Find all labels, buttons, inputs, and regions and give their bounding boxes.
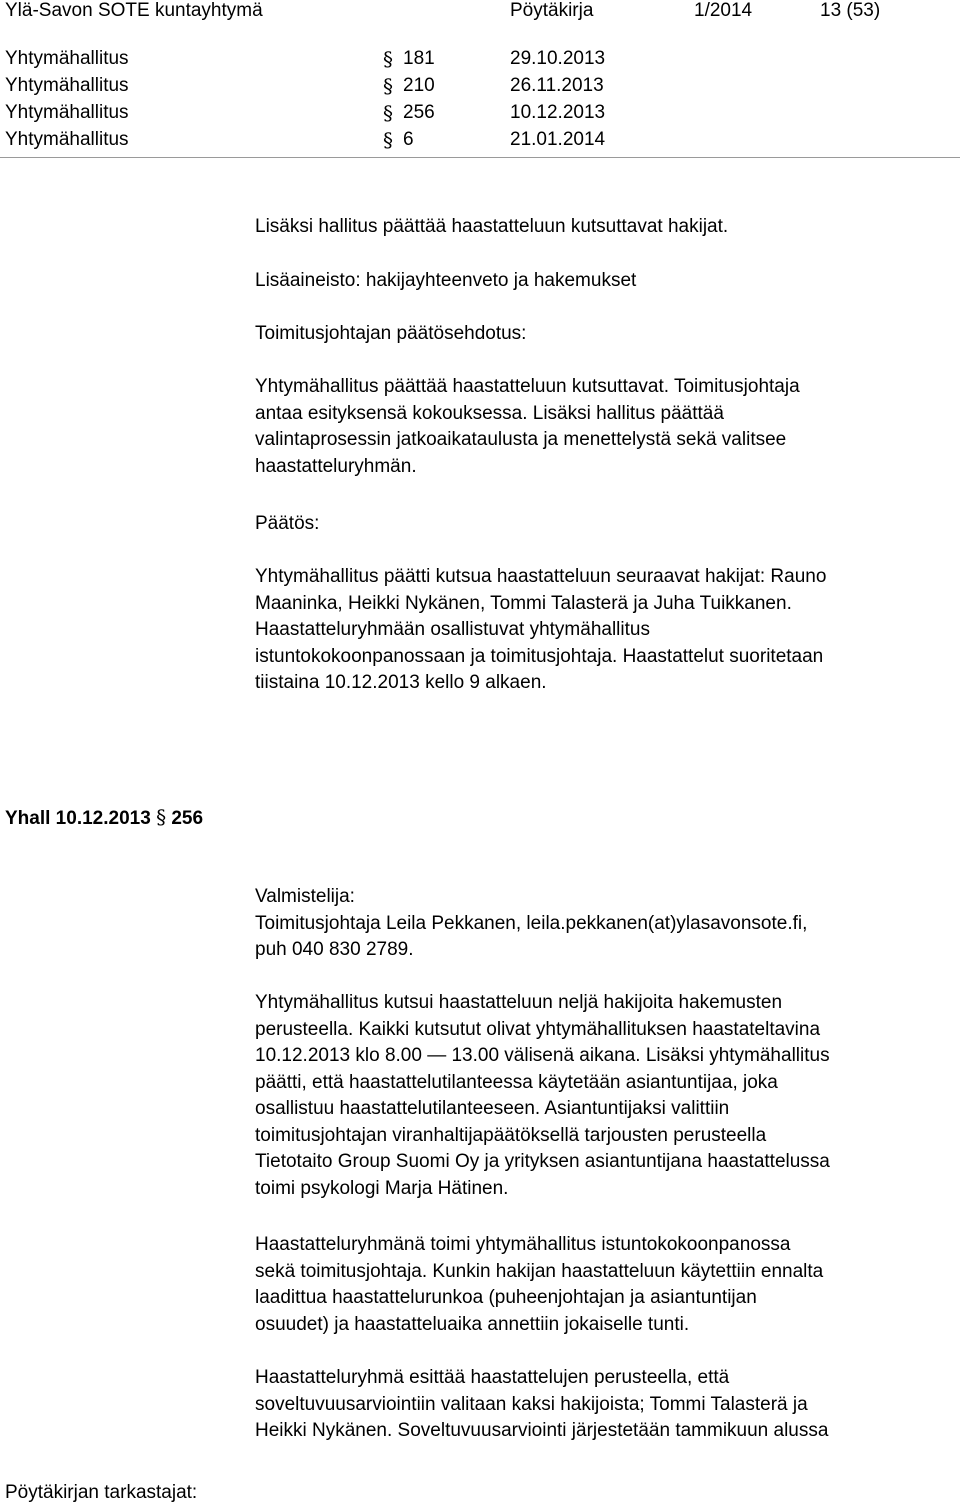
section-heading-number: 256: [171, 808, 204, 829]
attachments-note: Lisäaineisto: hakijayhteenveto ja hakemukset: [255, 270, 637, 291]
history-number: 256: [403, 102, 435, 123]
decision-text: Yhtymähallitus päätti kutsua haastatteluun seuraavat hakijat: Rauno Maaninka, Heikki Nykänen, Tommi Talasterä ja Juha Tuikkanen. Haastatteluryhmään osallistuvat yhtymähallitus istuntokokoonpanossaan ja toimitusjohtaja. Haastattelut suoritetaan tiistaina 10.12.2013 kello 9 alkaen.: [255, 566, 827, 693]
section-sign-icon: §: [383, 128, 393, 152]
section-sign-icon: §: [383, 101, 393, 125]
organization-name: Ylä-Savon SOTE kuntayhtymä: [5, 0, 263, 21]
history-date: 10.12.2013: [510, 102, 606, 123]
section-sign-icon: §: [383, 74, 393, 98]
paragraph-intro: Lisäksi hallitus päättää haastatteluun kutsuttavat hakijat.: [255, 216, 729, 237]
paragraph-interviews: Yhtymähallitus kutsui haastatteluun neljä hakijoita hakemusten perusteella. Kaikki kutsutut olivat yhtymähallituksen haastateltavina 10.12.2013 klo 8.00 — 13.00 välisenä aikana. Lisäksi yhtymähallitus päätti, että haastattelutilanteessa käytetään asiantuntijaa, joka osallistuu haastattelutilanteeseen. Asiantuntijaksi valittiin toimitusjohtajan viranhaltijapäätöksellä tarjousten perusteella Tietotaito Group Suomi Oy ja yrityksen asiantuntijana haastattelussa toimi psykologi Marja Hätinen.: [255, 992, 830, 1199]
proposal-label: Toimitusjohtajan päätösehdotus:: [255, 323, 527, 344]
paragraph-interview-group: Haastatteluryhmänä toimi yhtymähallitus istuntokokoonpanossa sekä toimitusjohtaja. Kunkin hakijan haastatteluun käytettiin ennalta laadittua haastattelurunkoa (puheenjohtajan ja asiantuntijan osuudet) ja haastatteluaika annettiin jokaiselle tunti.: [255, 1234, 824, 1335]
history-body: Yhtymähallitus: [5, 75, 129, 96]
page-indicator: 13 (53): [820, 0, 881, 21]
preparer-block: Valmistelija: Toimitusjohtaja Leila Pekkanen, leila.pekkanen(at)ylasavonsote.fi, puh 040 830 2789.: [255, 884, 955, 964]
history-number: 210: [403, 75, 435, 96]
document-type: Pöytäkirja: [510, 0, 594, 21]
decision-label: Päätös:: [255, 513, 320, 534]
reviewers-label: Pöytäkirjan tarkastajat:: [5, 1482, 198, 1503]
document-number: 1/2014: [694, 0, 753, 21]
history-number: 181: [403, 48, 435, 69]
paragraph-assessment: Haastatteluryhmä esittää haastattelujen perusteella, että soveltuvuusarviointiin valitaan kaksi hakijoista; Tommi Talasterä ja Heikki Nykänen. Soveltuvuusarviointi järjestetään tammikuun alussa: [255, 1367, 829, 1441]
history-body: Yhtymähallitus: [5, 102, 129, 123]
history-body: Yhtymähallitus: [5, 129, 129, 150]
history-date: 21.01.2014: [510, 129, 606, 150]
section-heading-prefix: Yhall 10.12.2013: [5, 808, 151, 829]
section-sign-icon: §: [156, 805, 167, 829]
section-sign-icon: §: [383, 47, 393, 71]
history-body: Yhtymähallitus: [5, 48, 129, 69]
history-date: 29.10.2013: [510, 48, 606, 69]
history-date: 26.11.2013: [510, 75, 604, 96]
history-number: 6: [403, 129, 414, 150]
proposal-text: Yhtymähallitus päättää haastatteluun kutsuttavat. Toimitusjohtaja antaa esityksensä kokouksessa. Lisäksi hallitus päättää valintaprosessin jatkoaikataulusta ja menettelystä sekä valitsee haastatteluryhmän.: [255, 376, 800, 477]
section-heading: [5, 805, 203, 830]
divider: [0, 157, 960, 158]
preparer-label: Valmistelija:: [255, 886, 355, 907]
